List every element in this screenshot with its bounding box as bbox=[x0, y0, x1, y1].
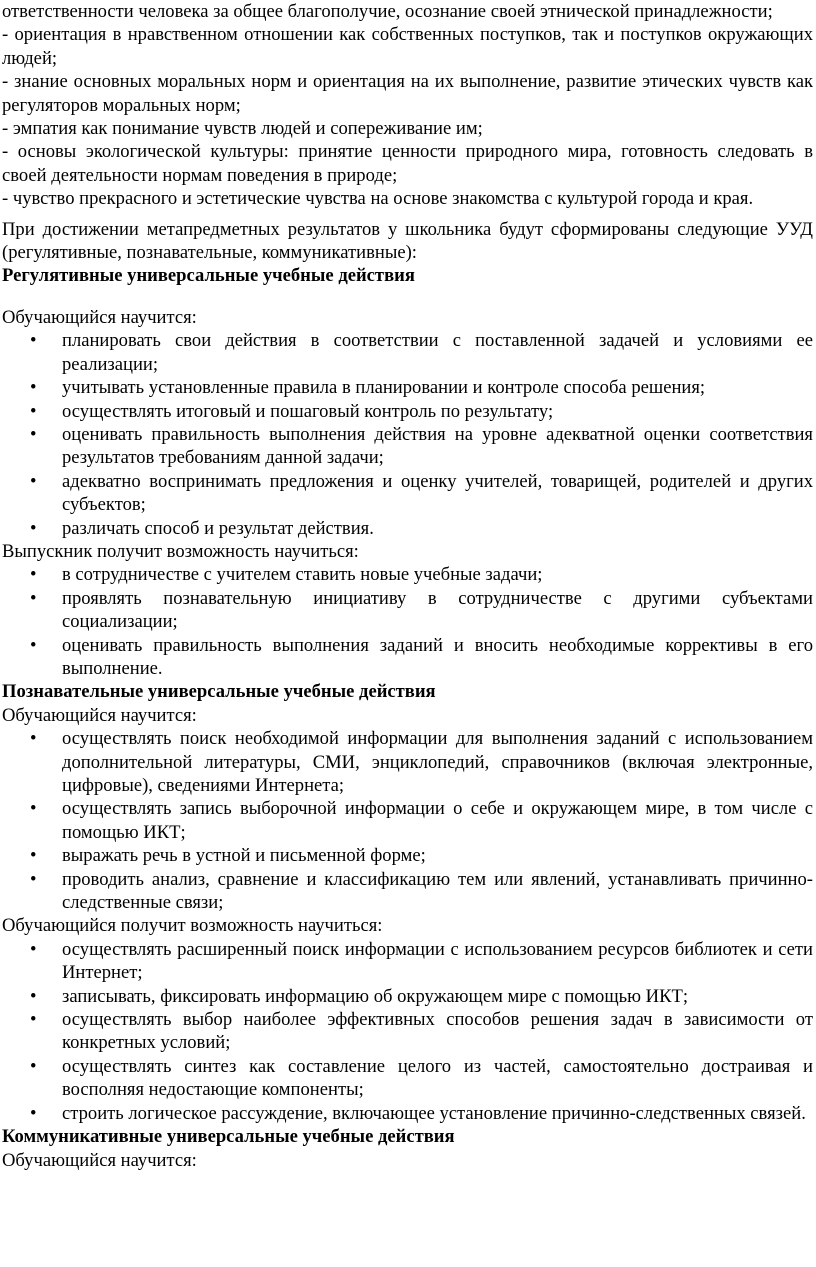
list-item: • оценивать правильность выполнения действия на уровне адекватной оценки соответствия результатов требованиям данной задачи; bbox=[2, 423, 813, 470]
list-item: • проводить анализ, сравнение и классификацию тем или явлений, устанавливать причинно-следственные связи; bbox=[2, 868, 813, 915]
section-heading-communicative: Коммуникативные универсальные учебные действия bbox=[2, 1126, 455, 1148]
metasubject-intro: При достижении метапредметных результатов у школьника будут сформированы следующие УУД (регулятивные, познавательные, коммуникативные): bbox=[2, 218, 813, 264]
intro-paragraph: ответственности человека за общее благополучие, осознание своей этнической принадлежности; bbox=[2, 1, 773, 22]
intro-paragraph: - основы экологической культуры: принятие ценности природного мира, готовность следовать в своей деятельности нормам поведения в природе; bbox=[2, 141, 813, 186]
opportunity-lead: Выпускник получит возможность научиться: bbox=[2, 540, 359, 562]
learn-lead: Обучающийся научится: bbox=[2, 306, 197, 328]
list-item: • записывать, фиксировать информацию об окружающем мире с помощью ИКТ; bbox=[2, 985, 813, 1008]
list-item: • выражать речь в устной и письменной форме; bbox=[2, 844, 813, 867]
cognitive-learn-list bbox=[2, 727, 813, 914]
list-item: • оценивать правильность выполнения заданий и вносить необходимые коррективы в его выполнение. bbox=[2, 634, 813, 681]
list-item: • в сотрудничестве с учителем ставить новые учебные задачи; bbox=[2, 563, 813, 586]
section-heading-regulatory: Регулятивные универсальные учебные действия bbox=[2, 265, 415, 287]
learn-lead: Обучающийся научится: bbox=[2, 704, 197, 726]
list-item: • проявлять познавательную инициативу в сотрудничестве с другими субъектами социализации; bbox=[2, 587, 813, 634]
list-item: • осуществлять запись выборочной информации о себе и окружающем мире, в том числе с помощью ИКТ; bbox=[2, 797, 813, 844]
list-item: • осуществлять расширенный поиск информации с использованием ресурсов библиотек и сети Интернет; bbox=[2, 938, 813, 985]
list-item: • адекватно воспринимать предложения и оценку учителей, товарищей, родителей и других субъектов; bbox=[2, 470, 813, 517]
list-item: • строить логическое рассуждение, включающее установление причинно-следственных связей. bbox=[2, 1102, 813, 1125]
opportunity-lead: Обучающийся получит возможность научиться: bbox=[2, 915, 383, 937]
regulatory-learn-list bbox=[2, 329, 813, 540]
learn-lead: Обучающийся научится: bbox=[2, 1149, 197, 1171]
intro-paragraph: - ориентация в нравственном отношении как собственных поступков, так и поступков окружающих людей; bbox=[2, 24, 813, 69]
list-item: • осуществлять выбор наиболее эффективных способов решения задач в зависимости от конкретных условий; bbox=[2, 1008, 813, 1055]
list-item: • осуществлять итоговый и пошаговый контроль по результату; bbox=[2, 400, 813, 423]
regulatory-opportunity-list bbox=[2, 563, 813, 680]
intro-paragraph: - чувство прекрасного и эстетические чувства на основе знакомства с культурой города и края. bbox=[2, 188, 754, 210]
list-item: • осуществлять синтез как составление целого из частей, самостоятельно достраивая и восполняя недостающие компоненты; bbox=[2, 1055, 813, 1102]
list-item: • различать способ и результат действия. bbox=[2, 517, 813, 540]
list-item: • осуществлять поиск необходимой информации для выполнения заданий с использованием дополнительной литературы, СМИ, энциклопедий, справочников (включая электронные, цифровые), сведениями Интернета; bbox=[2, 727, 813, 797]
section-heading-cognitive: Познавательные универсальные учебные действия bbox=[2, 681, 436, 703]
list-item: • планировать свои действия в соответствии с поставленной задачей и условиями ее реализации; bbox=[2, 329, 813, 376]
list-item: • учитывать установленные правила в планировании и контроле способа решения; bbox=[2, 376, 813, 399]
intro-paragraph: - эмпатия как понимание чувств людей и сопереживание им; bbox=[2, 118, 483, 140]
intro-paragraph: - знание основных моральных норм и ориентация на их выполнение, развитие этических чувств как регуляторов моральных норм; bbox=[2, 71, 813, 116]
cognitive-opportunity-list bbox=[2, 938, 813, 1125]
